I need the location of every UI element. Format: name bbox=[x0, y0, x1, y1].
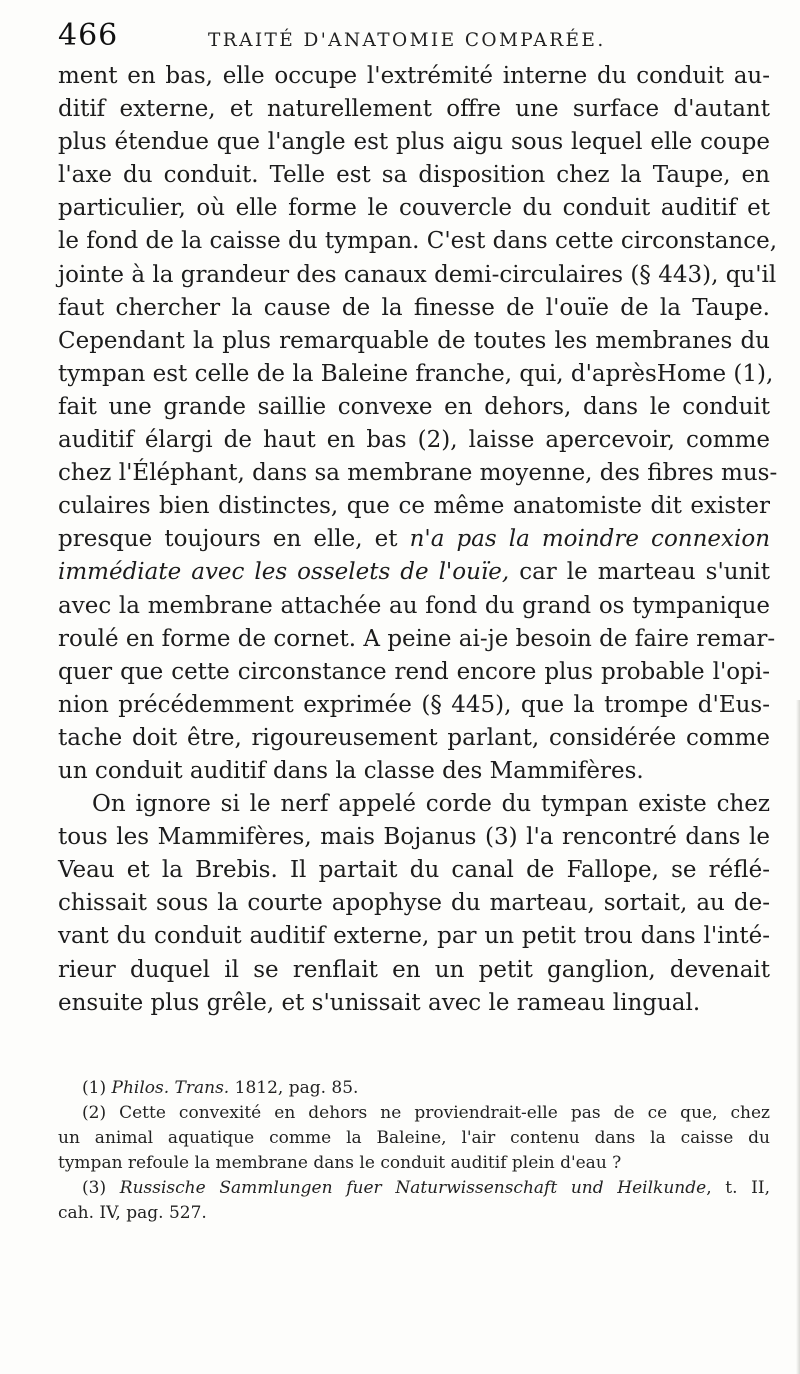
text-line: quer que cette circonstance rend encore plus probable l'opi- bbox=[58, 658, 770, 685]
italic-phrase: n'a pas la moindre connexion bbox=[409, 526, 771, 553]
text-line: roulé en forme de cornet. A peine ai-je besoin de faire remar- bbox=[58, 625, 776, 652]
paragraph-start-line: On ignore si le nerf appelé corde du tympan existe chez bbox=[92, 791, 770, 818]
text-line: faut chercher la cause de la finesse de l'ouïe de la Taupe. bbox=[58, 294, 770, 321]
text-line: tous les Mammifères, mais Bojanus (3) l'a rencontré dans le bbox=[58, 824, 770, 851]
italic-phrase: immédiate avec les osselets de l'ouïe, bbox=[58, 559, 510, 586]
footnote-marker: (1) bbox=[82, 1078, 107, 1098]
text-line: plus étendue que l'angle est plus aigu sous lequel elle coupe bbox=[58, 129, 770, 156]
footnote-2-line: tympan refoule la membrane dans le conduit auditif plein d'eau ? bbox=[58, 1153, 622, 1173]
footnotes bbox=[58, 1076, 770, 1226]
text-line: ensuite plus grêle, et s'unissait avec le rameau lingual. bbox=[58, 989, 701, 1016]
text-line: rieur duquel il se renflait en un petit ganglion, devenait bbox=[58, 956, 770, 983]
text-line: ditif externe, et naturellement offre une surface d'autant bbox=[58, 96, 770, 123]
page-edge-shadow bbox=[796, 700, 800, 1374]
footnote-1 bbox=[58, 1076, 770, 1101]
text-line: particulier, où elle forme le couvercle du conduit auditif et bbox=[58, 195, 770, 222]
footnote-2-line: (2) Cette convexité en dehors ne proviendrait-elle pas de ce que, chez bbox=[82, 1103, 770, 1123]
text-line: vant du conduit auditif externe, par un petit trou dans l'inté- bbox=[58, 923, 770, 950]
footnote-3 bbox=[58, 1176, 770, 1201]
footnote-3-line: cah. IV, pag. 527. bbox=[58, 1203, 207, 1223]
text-segment: car le marteau s'unit bbox=[519, 559, 770, 586]
text-line-mixed bbox=[58, 556, 770, 589]
text-line: chissait sous la courte apophyse du marteau, sortait, au de- bbox=[58, 890, 770, 917]
text-line: auditif élargi de haut en bas (2), laisse apercevoir, comme bbox=[58, 427, 770, 454]
text-line: ment en bas, elle occupe l'extrémité interne du conduit au- bbox=[58, 63, 770, 89]
text-segment: presque toujours en elle, et bbox=[58, 526, 398, 553]
running-title: TRAITÉ D'ANATOMIE COMPARÉE. bbox=[208, 30, 606, 51]
text-line: tache doit être, rigoureusement parlant, considérée comme bbox=[58, 724, 770, 751]
body-text bbox=[58, 60, 778, 1020]
footnote-text: 1812, pag. 85. bbox=[234, 1078, 359, 1098]
page-number: 466 bbox=[58, 18, 119, 53]
text-line: nion précédemment exprimée (§ 445), que la trompe d'Eus- bbox=[58, 691, 770, 718]
text-line: avec la membrane attachée au fond du grand os tympanique bbox=[58, 592, 770, 619]
page-header bbox=[58, 18, 758, 58]
footnote-text: , t. II, bbox=[706, 1178, 770, 1198]
text-line-mixed bbox=[58, 523, 770, 556]
text-line: Cependant la plus remarquable de toutes les membranes du bbox=[58, 327, 770, 354]
footnote-marker: (3) bbox=[82, 1178, 107, 1198]
text-line: un conduit auditif dans la classe des Mammifères. bbox=[58, 757, 644, 784]
footnote-source-title: Philos. Trans. bbox=[111, 1078, 230, 1098]
text-line: le fond de la caisse du tympan. C'est dans cette circonstance, bbox=[58, 228, 778, 255]
footnote-source-title: Russische Sammlungen fuer Naturwissenschaft und Heilkunde bbox=[119, 1178, 707, 1198]
text-line: jointe à la grandeur des canaux demi-circulaires (§ 443), qu'il bbox=[58, 261, 777, 288]
text-line: tympan est celle de la Baleine franche, qui, d'aprèsHome (1), bbox=[58, 360, 774, 387]
text-line: fait une grande saillie convexe en dehors, dans le conduit bbox=[58, 393, 770, 420]
footnote-2-line: un animal aquatique comme la Baleine, l'air contenu dans la caisse du bbox=[58, 1128, 770, 1148]
text-line: Veau et la Brebis. Il partait du canal de Fallope, se réflé- bbox=[58, 857, 770, 884]
text-line: culaires bien distinctes, que ce même anatomiste dit exister bbox=[58, 493, 770, 520]
text-line: l'axe du conduit. Telle est sa disposition chez la Taupe, en bbox=[58, 162, 770, 189]
text-line: chez l'Éléphant, dans sa membrane moyenne, des fibres mus- bbox=[58, 460, 778, 487]
